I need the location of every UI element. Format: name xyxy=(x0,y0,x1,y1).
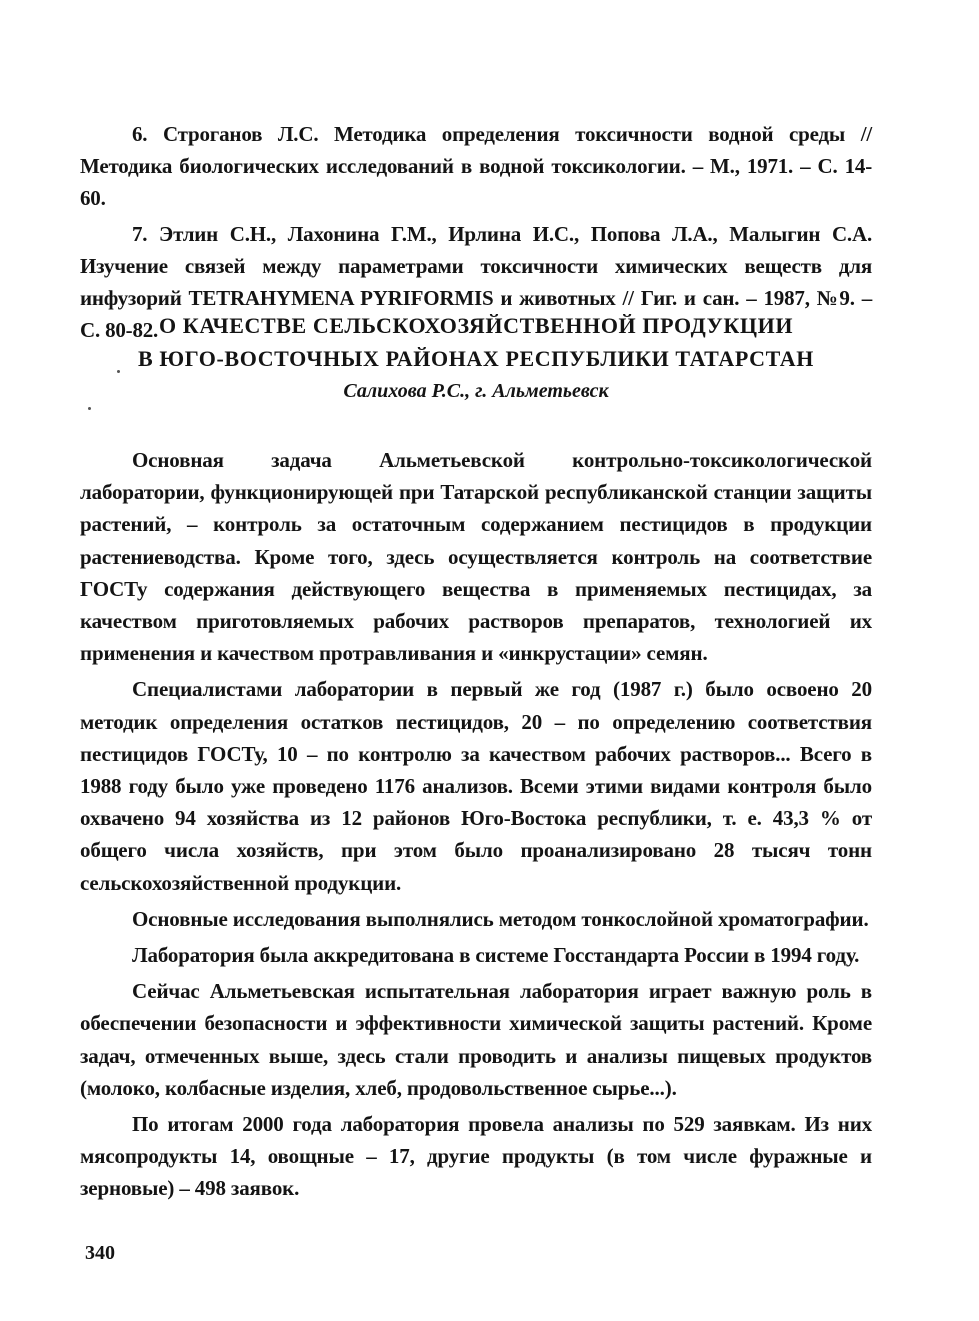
body-paragraph: Лаборатория была аккредитована в системе Госстандарта России в 1994 году. xyxy=(132,943,860,968)
body-paragraph: Основные исследования выполнялись методом тонкослойной хроматографии. xyxy=(132,906,869,931)
scan-speck xyxy=(88,407,91,410)
article-title-line-2: В ЮГО-ВОСТОЧНЫХ РАЙОНАХ РЕСПУБЛИКИ ТАТАРСТАН xyxy=(138,346,814,371)
author-name: Салихова Р.С., xyxy=(343,380,471,402)
article-heading xyxy=(80,309,872,405)
reference-item: 6. Строганов Л.С. Методика определения токсичности водной среды // Методика биологических исследований в водной токсикологии. – М., 1971. – С. 14-60. xyxy=(80,122,872,210)
author-city: г. Альметьевск xyxy=(475,380,609,402)
page-number: 340 xyxy=(85,1242,115,1264)
reference-item: 7. Этлин С.Н., Лахонина Г.М., Ирлина И.С., Попова Л.А., Малыгин С.А. Изучение связей между параметрами токсичности химических веществ для инфузорий TETRAHYMENA PYRIFORMIS и животных // Гиг. и сан. – 1987, №9. – С. 80-82. xyxy=(80,222,872,342)
body-paragraph: По итогам 2000 года лаборатория провела анализы по 529 заявкам. Из них мясопродукты 14, овощные – 17, другие продукты (в том числе фуражные и зерновые) – 498 заявок. xyxy=(80,1112,872,1201)
body-paragraph: Сейчас Альметьевская испытательная лаборатория играет важную роль в обеспечении безопасности и эффективности химической защиты растений. Кроме задач, отмеченных выше, здесь стали проводить и анализы пищевых продуктов (молоко, колбасные изделия, хлеб, продовольственное сырье...). xyxy=(80,979,872,1100)
article-title-line-1: О КАЧЕСТВЕ СЕЛЬСКОХОЗЯЙСТВЕННОЙ ПРОДУКЦИИ xyxy=(158,313,794,338)
body-paragraph: Специалистами лаборатории в первый же год (1987 г.) было освоено 20 методик определения остатков пестицидов, 20 – по определению соответствия пестицидов ГОСТу, 10 – по контролю за качеством рабочих растворов... Всего в 1988 году было уже проведено 1176 анализов. Всеми этими видами контроля было охвачено 94 хозяйства из 12 районов Юго-Востока республики, т. е. 43,3 % от общего числа хозяйств, при этом было проанализировано 28 тысяч тонн сельскохозяйственной продукции. xyxy=(80,677,872,895)
body-paragraph: Основная задача Альметьевской контрольно-токсикологической лаборатории, функционирующей при Татарской республиканской станции защиты растений, – контроль за остаточным содержанием пестицидов в продукции растениеводства. Кроме того, здесь осуществляется контроль на соответствие ГОСТу содержания действующего вещества в применяемых пестицидах, за качеством приготовляемых рабочих растворов препаратов, технологией их применения и качеством протравливания и «инкрустации» семян. xyxy=(80,448,872,666)
author-line xyxy=(80,377,872,405)
article-body xyxy=(80,444,872,1209)
